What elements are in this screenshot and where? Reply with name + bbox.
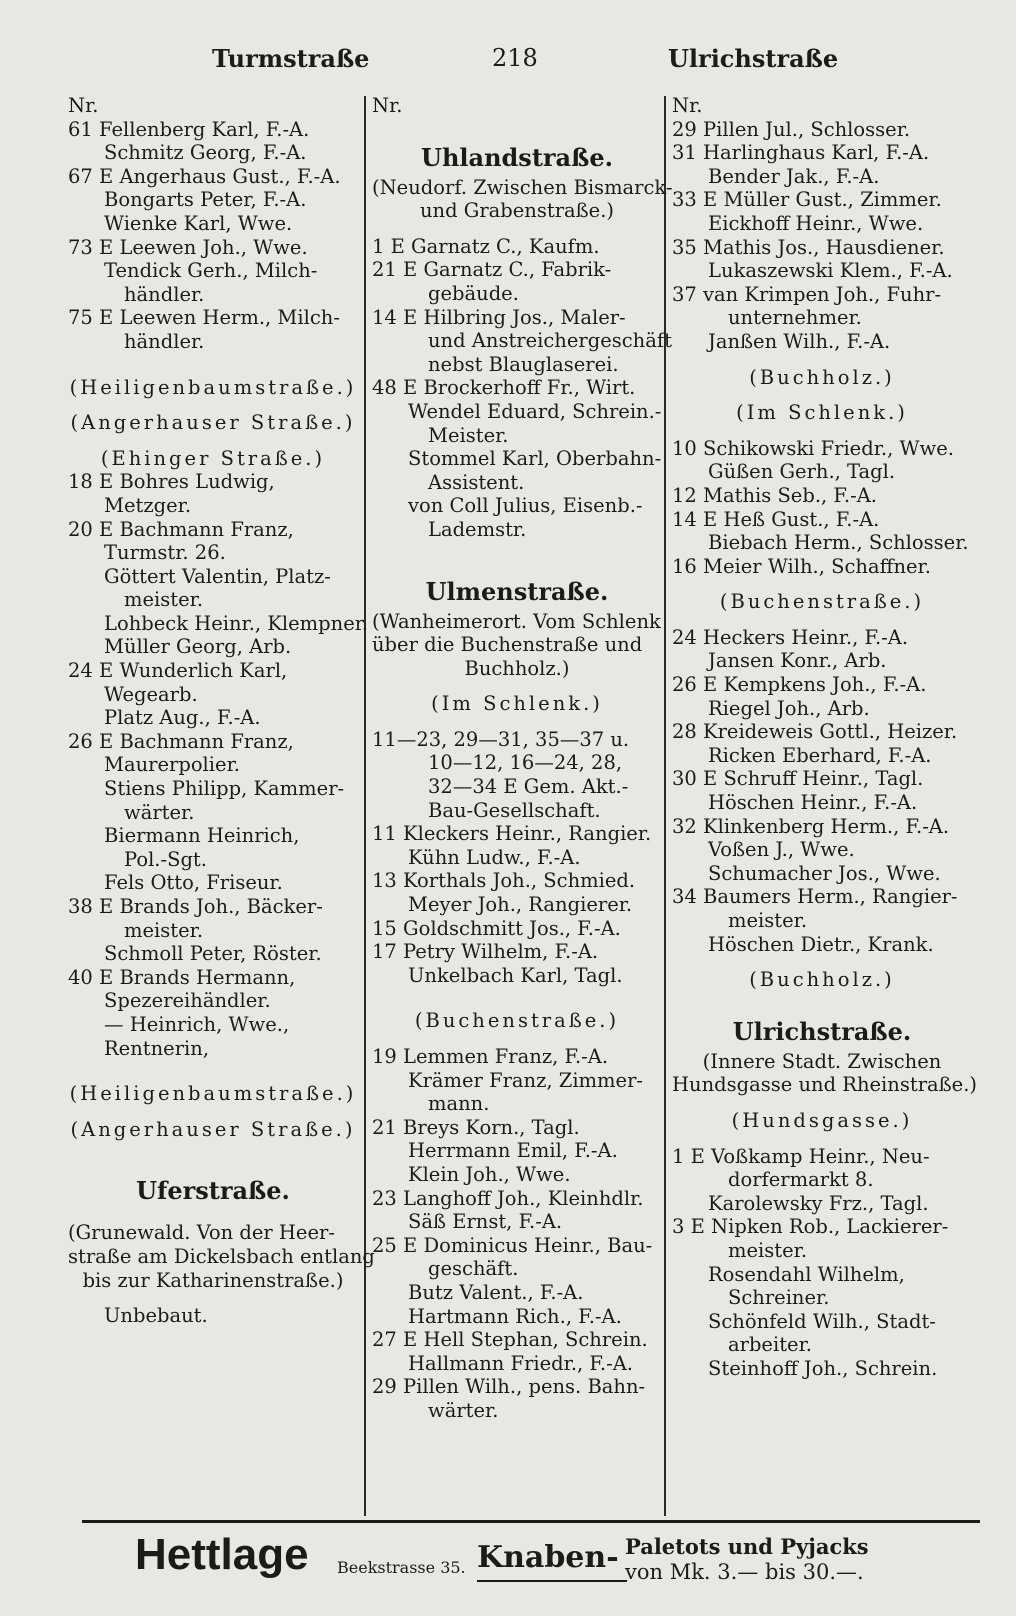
entry-line: 61 Fellenberg Karl, F.-A. <box>68 117 310 141</box>
entry-line: gebäude. <box>428 281 519 305</box>
entry-line: 32—34 E Gem. Akt.- <box>428 775 629 799</box>
entry-line: Wegearb. <box>104 682 198 706</box>
spacer <box>672 425 972 437</box>
entry-line: Karolewsky Frz., Tagl. <box>708 1191 929 1215</box>
entry-line: 67 E Angerhaus Gust., F.-A. <box>68 164 341 188</box>
entry-line: Lohbeck Heinr., Klempner. <box>104 611 369 635</box>
entry-line: Höschen Heinr., F.-A. <box>708 791 918 815</box>
cross-street: (Buchenstraße.) <box>414 1009 620 1033</box>
spacer <box>372 987 662 1009</box>
cross-street: (Im Schlenk.) <box>736 401 908 425</box>
entry-line: Nr. <box>672 94 703 117</box>
entry-line: 14 E Heß Gust., F.-A. <box>672 507 880 531</box>
entry-line: Stommel Karl, Oberbahn- <box>408 447 662 471</box>
entry-line: 32 Klinkenberg Herm., F.-A. <box>672 814 950 838</box>
entry-line: Unkelbach Karl, Tagl. <box>408 963 623 987</box>
street-title: Ulmenstraße. <box>425 576 609 606</box>
entry-line: meister. <box>124 918 204 942</box>
page-number: 218 <box>492 44 538 72</box>
column-divider-right <box>664 96 666 1516</box>
entry-line: Eickhoff Heinr., Wwe. <box>708 211 924 235</box>
entry-line: Schmitz Georg, F.-A. <box>104 141 307 165</box>
entry-line: nebst Blauglaserei. <box>428 352 619 376</box>
street-title: Ulrichstraße. <box>732 1016 912 1046</box>
cross-street: (Buchenstraße.) <box>719 590 925 614</box>
entry-line: Nr. <box>68 94 99 117</box>
spacer <box>672 1097 972 1109</box>
entry-line: Metzger. <box>104 493 192 517</box>
column-right <box>672 94 978 1381</box>
cross-street: (Heiligenbaumstraße.) <box>69 1082 357 1106</box>
entry-line: 1 E Garnatz C., Kaufm. <box>372 234 600 258</box>
entry-line: arbeiter. <box>728 1333 812 1357</box>
entry-line: Steinhoff Joh., Schrein. <box>708 1356 938 1380</box>
entry-line: meister. <box>124 588 204 612</box>
ad-address: Beekstrasse 35. <box>337 1558 466 1577</box>
entry-line: Lademstr. <box>428 517 527 541</box>
entry-line: Herrmann Emil, F.-A. <box>408 1139 618 1163</box>
entry-line: Biermann Heinrich, <box>104 824 300 848</box>
entry-line: 11 Kleckers Heinr., Rangier. <box>372 822 652 846</box>
entry-line: 29 Pillen Jul., Schlosser. <box>672 117 911 141</box>
spacer <box>372 118 662 130</box>
entry-line: wärter. <box>428 1398 499 1422</box>
cross-street: (Im Schlenk.) <box>431 692 603 716</box>
cross-street: (Heiligenbaumstraße.) <box>69 375 357 399</box>
entry-line: 37 van Krimpen Joh., Fuhr- <box>672 282 942 306</box>
entry-line: händler. <box>124 329 205 353</box>
entry-line: Krämer Franz, Zimmer- <box>408 1068 643 1092</box>
spacer <box>68 1292 358 1304</box>
entry-line: von Coll Julius, Eisenb.- <box>408 494 643 518</box>
entry-line: Schumacher Jos., Wwe. <box>708 861 941 885</box>
entry-line: 21 E Garnatz C., Fabrik- <box>372 258 612 282</box>
ad-knaben: Knaben- <box>477 1540 619 1575</box>
cross-street: (Ehinger Straße.) <box>100 446 326 470</box>
entry-line: Rosendahl Wilhelm, <box>708 1262 905 1286</box>
entry-line: Bender Jak., F.-A. <box>708 164 880 188</box>
entry-line: 75 E Leewen Herm., Milch- <box>68 306 340 330</box>
entry-line: über die Buchenstraße und <box>372 633 643 657</box>
cross-street: (Angerhauser Straße.) <box>70 1117 356 1141</box>
entry-line: 14 E Hilbring Jos., Maler- <box>372 305 626 329</box>
spacer <box>672 578 972 590</box>
spacer <box>372 1033 662 1045</box>
entry-line: 33 E Müller Gust., Zimmer. <box>672 188 942 212</box>
spacer <box>372 223 662 235</box>
entry-line: Lukaszewski Klem., F.-A. <box>708 259 953 283</box>
entry-line: 18 E Bohres Ludwig, <box>68 470 275 494</box>
entry-line: Voßen J., Wwe. <box>708 838 855 862</box>
entry-line: 24 E Wunderlich Karl, <box>68 659 288 683</box>
column-divider-left <box>364 96 366 1516</box>
entry-line: Höschen Dietr., Krank. <box>708 932 934 956</box>
entry-line: 23 Langhoff Joh., Kleinhdlr. <box>372 1186 644 1210</box>
ad-price-line: von Mk. 3.— bis 30.—. <box>625 1560 864 1584</box>
entry-line: (Innere Stadt. Zwischen <box>702 1049 942 1073</box>
entry-line: (Neudorf. Zwischen Bismarck- <box>372 175 673 199</box>
entry-line: und Anstreichergeschäft <box>428 329 672 353</box>
entry-line: Biebach Herm., Schlosser. <box>708 531 969 555</box>
entry-line: Tendick Gerh., Milch- <box>104 259 318 283</box>
entry-line: (Wanheimerort. Vom Schlenk <box>372 609 661 633</box>
entry-line: wärter. <box>124 800 195 824</box>
column-left <box>68 94 375 1328</box>
spacer <box>68 1060 358 1082</box>
entry-line: Maurerpolier. <box>104 753 240 777</box>
cross-street: (Buchholz.) <box>749 365 895 389</box>
column-middle <box>372 94 673 1423</box>
header-right-street: Ulrichstraße <box>668 44 839 73</box>
entry-line: Assistent. <box>428 470 525 494</box>
entry-line: dorfermarkt 8. <box>728 1168 874 1192</box>
entry-line: — Heinrich, Wwe., <box>104 1012 290 1036</box>
entry-line: Stiens Philipp, Kammer- <box>104 777 345 801</box>
street-title: Uhlandstraße. <box>421 142 613 172</box>
entry-line: Riegel Joh., Arb. <box>708 696 870 720</box>
entry-line: Müller Georg, Arb. <box>104 635 292 659</box>
entry-line: 15 Goldschmitt Jos., F.-A. <box>372 916 621 940</box>
street-title: Uferstraße. <box>136 1176 290 1206</box>
entry-line: Kühn Ludw., F.-A. <box>408 845 581 869</box>
spacer <box>372 542 662 564</box>
cross-street: (Buchholz.) <box>749 968 895 992</box>
cross-street: (Angerhauser Straße.) <box>70 411 356 435</box>
entry-line: Pol.-Sgt. <box>124 847 207 871</box>
entry-line: 17 Petry Wilhelm, F.-A. <box>372 940 599 964</box>
entry-line: 24 Heckers Heinr., F.-A. <box>672 625 909 649</box>
entry-line: Buchholz.) <box>464 656 570 680</box>
entry-line: Bongarts Peter, F.-A. <box>104 188 307 212</box>
entry-line: Wendel Eduard, Schrein.- <box>408 399 662 423</box>
entry-line: 40 E Brands Hermann, <box>68 965 296 989</box>
entry-line: mann. <box>428 1092 490 1116</box>
ad-underline <box>477 1580 627 1582</box>
entry-line: händler. <box>124 282 205 306</box>
entry-line: Turmstr. 26. <box>104 541 226 565</box>
entry-line: Schönfeld Wilh., Stadt- <box>708 1309 936 1333</box>
entry-line: 35 Mathis Jos., Hausdiener. <box>672 235 945 259</box>
entry-line: Hallmann Friedr., F.-A. <box>408 1351 633 1375</box>
spacer <box>68 399 358 411</box>
entry-line: Platz Aug., F.-A. <box>104 706 261 730</box>
entry-line: Säß Ernst, F.-A. <box>408 1210 563 1234</box>
entry-line: Spezereihändler. <box>104 989 271 1013</box>
entry-line: Schreiner. <box>728 1286 830 1310</box>
footer-rule <box>82 1520 980 1523</box>
entry-line: 28 Kreideweis Gottl., Heizer. <box>672 720 958 744</box>
entry-line: Butz Valent., F.-A. <box>408 1280 584 1304</box>
entry-line: 3 E Nipken Rob., Lackierer- <box>672 1215 949 1239</box>
spacer <box>68 435 358 447</box>
entry-line: meister. <box>728 1238 808 1262</box>
spacer <box>672 354 972 366</box>
entry-line: 10—12, 16—24, 28, <box>428 751 623 775</box>
entry-line: Göttert Valentin, Platz- <box>104 564 331 588</box>
entry-line: unternehmer. <box>728 306 862 330</box>
entry-line: 38 E Brands Joh., Bäcker- <box>68 895 323 918</box>
entry-line: 11—23, 29—31, 35—37 u. <box>372 727 630 751</box>
entry-line: Güßen Gerh., Tagl. <box>708 460 896 484</box>
entry-line: 27 E Hell Stephan, Schrein. <box>372 1328 648 1352</box>
spacer <box>68 1106 358 1118</box>
entry-line: 34 Baumers Herm., Rangier- <box>672 885 958 909</box>
entry-line: 26 E Bachmann Franz, <box>68 729 294 753</box>
entry-line: Rentnerin, <box>104 1036 210 1060</box>
spacer <box>672 992 972 1004</box>
entry-line: Meyer Joh., Rangierer. <box>408 893 633 917</box>
spacer <box>672 1133 972 1145</box>
entry-line: 20 E Bachmann Franz, <box>68 517 294 541</box>
entry-line: 16 Meier Wilh., Schaffner. <box>672 554 931 578</box>
entry-line: Bau-Gesellschaft. <box>428 798 601 822</box>
spacer <box>672 389 972 401</box>
spacer <box>68 1141 358 1163</box>
entry-line: und Grabenstraße.) <box>419 199 615 223</box>
entry-line: Jansen Konr., Arb. <box>708 649 887 673</box>
entry-line: Hartmann Rich., F.-A. <box>408 1304 622 1328</box>
entry-line: Ricken Eberhard, F.-A. <box>708 743 932 767</box>
entry-line: 26 E Kempkens Joh., F.-A. <box>672 673 927 697</box>
entry-line: 30 E Schruff Heinr., Tagl. <box>672 767 924 791</box>
entry-line: Meister. <box>428 423 509 447</box>
entry-line: 25 E Dominicus Heinr., Bau- <box>372 1233 653 1257</box>
spacer <box>672 614 972 626</box>
entry-line: bis zur Katharinenstraße.) <box>82 1268 344 1292</box>
entry-line: geschäft. <box>428 1257 519 1281</box>
entry-line: 31 Harlinghaus Karl, F.-A. <box>672 141 930 165</box>
entry-line: Janßen Wilh., F.-A. <box>708 329 891 353</box>
entry-line: Hundsgasse und Rheinstraße.) <box>672 1073 978 1097</box>
entry-line: 19 Lemmen Franz, F.-A. <box>372 1045 609 1068</box>
entry-line: 12 Mathis Seb., F.-A. <box>672 483 877 507</box>
entry-line: 21 Breys Korn., Tagl. <box>372 1115 580 1139</box>
ad-brand: Hettlage <box>135 1530 309 1579</box>
entry-line: meister. <box>728 909 808 932</box>
entry-line: Wienke Karl, Wwe. <box>104 211 293 235</box>
ad-product-line: Paletots und Pyjacks <box>625 1534 869 1559</box>
spacer <box>372 680 662 692</box>
entry-line: 13 Korthals Joh., Schmied. <box>372 869 636 893</box>
entry-line: (Grunewald. Von der Heer- <box>68 1221 335 1245</box>
entry-line: 1 E Voßkamp Heinr., Neu- <box>672 1144 930 1168</box>
entry-line: 48 E Brockerhoff Fr., Wirt. <box>372 376 636 400</box>
entry-line: straße am Dickelsbach entlang <box>68 1244 375 1268</box>
header-left-street: Turmstraße <box>212 44 370 73</box>
entry-line: Klein Joh., Wwe. <box>408 1162 571 1186</box>
entry-line: 29 Pillen Wilh., pens. Bahn- <box>372 1375 646 1399</box>
cross-street: (Hundsgasse.) <box>731 1108 913 1132</box>
spacer <box>372 716 662 728</box>
entry-line: Schmoll Peter, Röster. <box>104 942 322 966</box>
entry-line: Nr. <box>372 94 403 117</box>
spacer <box>68 1209 358 1221</box>
entry-line: Unbebaut. <box>104 1304 208 1328</box>
spacer <box>68 354 358 376</box>
spacer <box>672 956 972 968</box>
entry-line: 10 Schikowski Friedr., Wwe. <box>672 436 954 460</box>
entry-line: 73 E Leewen Joh., Wwe. <box>68 235 308 259</box>
entry-line: Fels Otto, Friseur. <box>104 871 283 895</box>
